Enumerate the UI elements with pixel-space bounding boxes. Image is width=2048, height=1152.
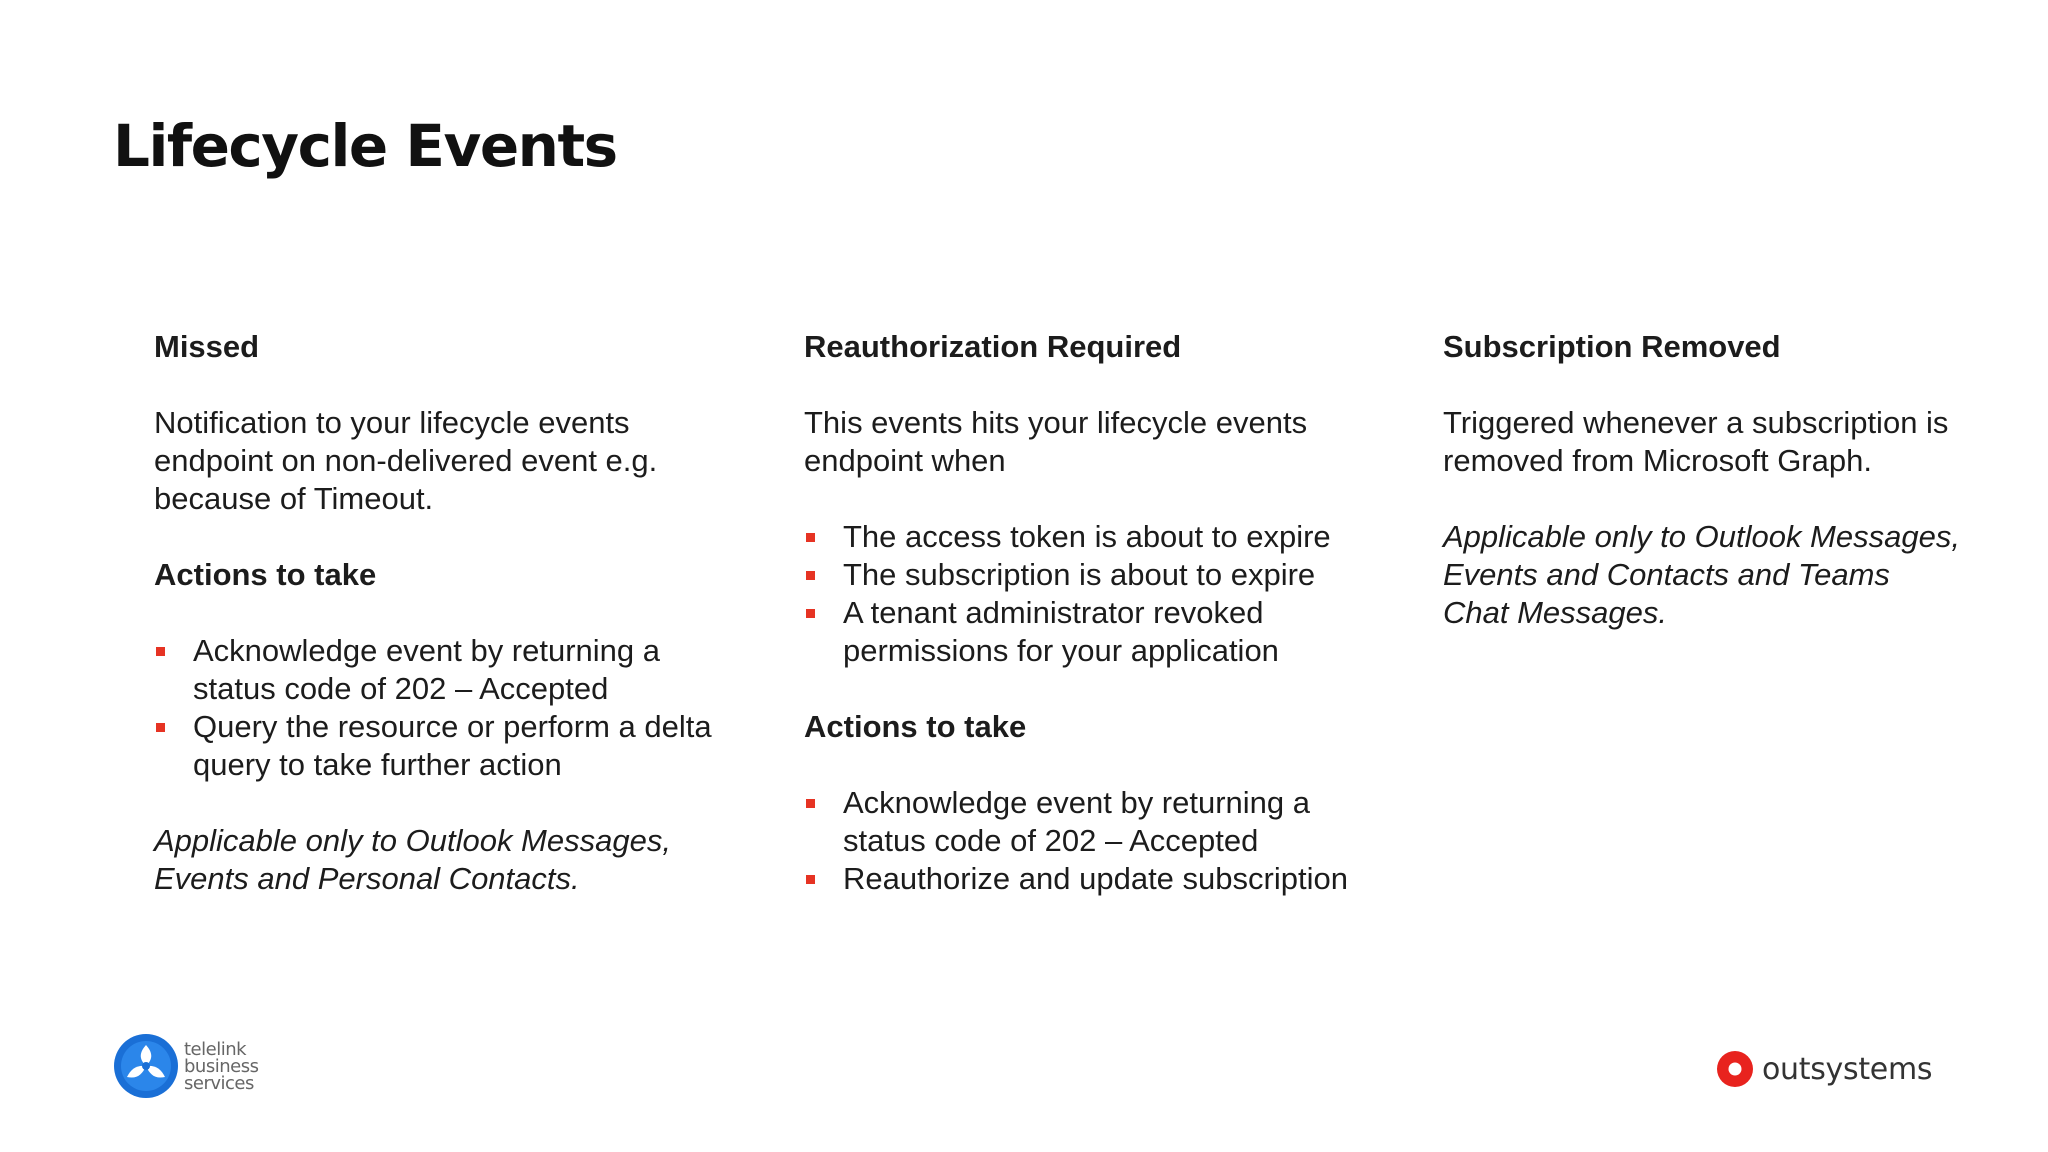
list-item: Acknowledge event by returning a status code of 202 – Accepted [804, 784, 1394, 860]
telelink-wordmark [184, 1038, 259, 1094]
actions-list [804, 784, 1394, 898]
telelink-wordmark-line: services [184, 1072, 254, 1094]
telelink-logo [113, 1032, 258, 1100]
list-item: Query the resource or perform a delta query to take further action [154, 708, 714, 784]
telelink-wordmark-line: telelink [184, 1038, 247, 1060]
list-item: The subscription is about to expire [804, 556, 1394, 594]
list-item: The access token is about to expire [804, 518, 1394, 556]
outsystems-logo-icon [1716, 1050, 1754, 1088]
column-heading: Reauthorization Required [804, 329, 1182, 364]
conditions-list [804, 518, 1394, 670]
outsystems-wordmark: outsystems [1762, 1051, 1933, 1087]
actions-heading: Actions to take [804, 709, 1027, 744]
list-item: A tenant administrator revoked permissions for your application [804, 594, 1394, 670]
actions-heading: Actions to take [154, 557, 377, 592]
outsystems-logo [1716, 1050, 1932, 1088]
column-heading: Missed [154, 329, 260, 364]
actions-list [154, 632, 714, 784]
column-heading: Subscription Removed [1443, 329, 1781, 364]
column-description: Notification to your lifecycle events endpoint on non-delivered event e.g. because of Timeout. [154, 405, 658, 516]
column-subscription-removed [1443, 328, 1963, 670]
telelink-wordmark-line: business [184, 1055, 259, 1077]
applicability-note: Applicable only to Outlook Messages, Events and Personal Contacts. [154, 823, 671, 896]
column-description: Triggered whenever a subscription is removed from Microsoft Graph. [1443, 405, 1949, 478]
column-reauthorization-required [804, 328, 1394, 936]
list-item: Acknowledge event by returning a status code of 202 – Accepted [154, 632, 714, 708]
applicability-note: Applicable only to Outlook Messages, Events and Contacts and Teams Chat Messages. [1443, 519, 1960, 630]
slide-title: Lifecycle Events [113, 112, 617, 180]
column-missed [154, 328, 714, 936]
list-item: Reauthorize and update subscription [804, 860, 1394, 898]
column-description: This events hits your lifecycle events endpoint when [804, 405, 1308, 478]
telelink-logo-icon [113, 1033, 179, 1099]
